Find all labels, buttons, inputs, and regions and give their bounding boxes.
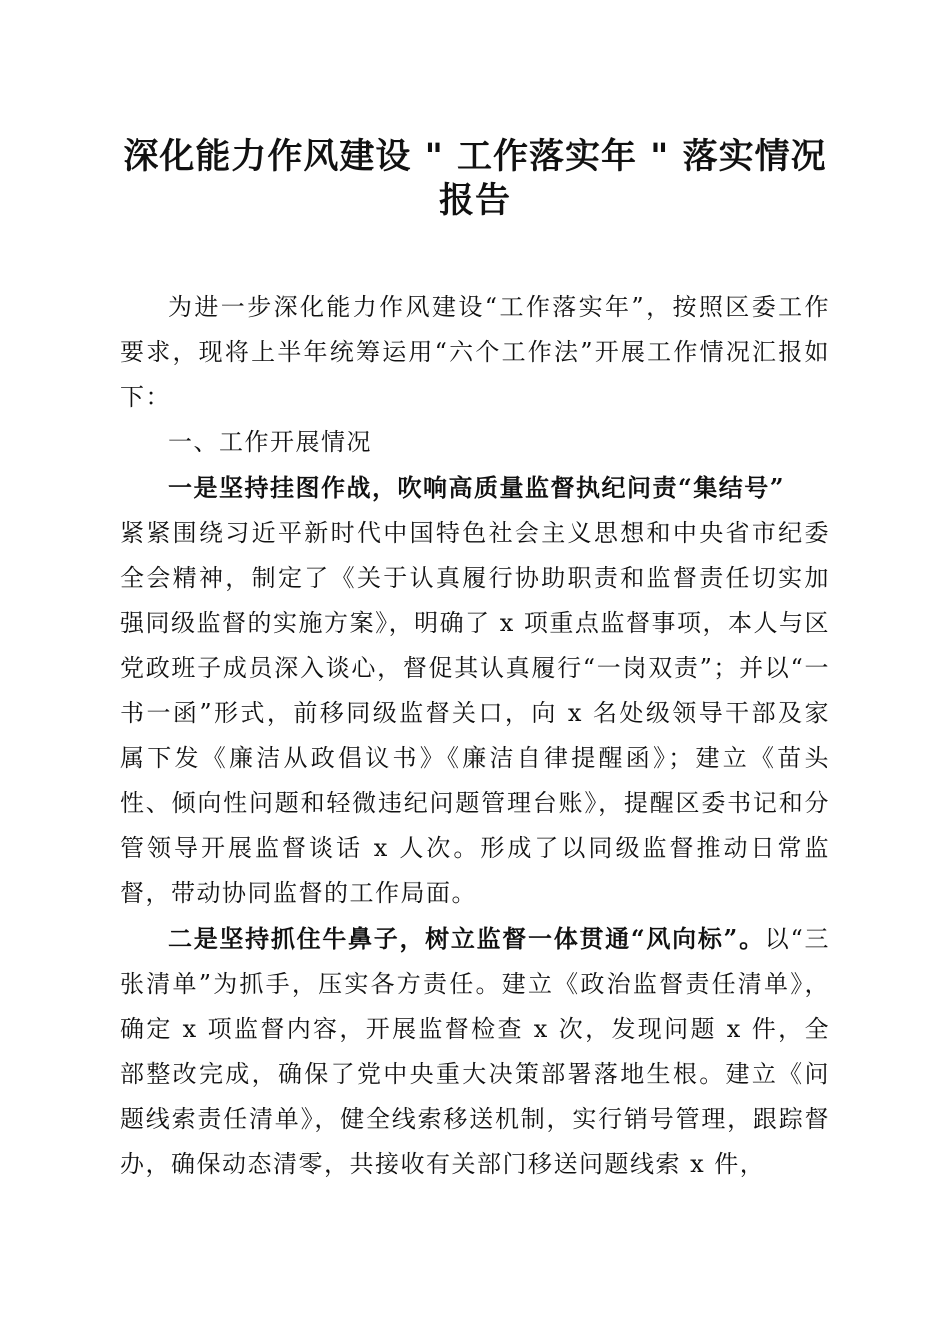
item-two-lead: 二是坚持抓住牛鼻子，树立监督一体贯通“风向标”。 — [168, 924, 765, 953]
item-two-paragraph — [120, 916, 830, 1187]
item-one-paragraph — [120, 465, 830, 916]
intro-paragraph: 为进一步深化能力作风建设“工作落实年”，按照区委工作要求，现将上半年统筹运用“六个工作法”开展工作情况汇报如下： — [120, 293, 830, 411]
section-heading: 一、工作开展情况 — [168, 428, 372, 456]
item-one-lead: 一是坚持挂图作战，吹响高质量监督执纪问责“集结号” — [168, 473, 786, 502]
item-two-body: 以“三张清单”为抓手，压实各方责任。建立《政治监督责任清单》，确定 x 项监督内容，开展监督检查 x 次，发现问题 x 件，全部整改完成，确保了党中央重大决策部署落地生根。建立《问题线索责任清单》，健全线索移送机制，实行销号管理，跟踪督办，确保动态清零，共接收有关部门移送问题线索 x 件， — [120, 925, 830, 1178]
document-page — [120, 135, 830, 1187]
item-one-body: 紧紧围绕习近平新时代中国特色社会主义思想和中央省市纪委全会精神，制定了《关于认真履行协助职责和监督责任切实加强同级监督的实施方案》，明确了 x 项重点监督事项，本人与区党政班子成员深入谈心，督促其认真履行“一岗双责”；并以“一书一函”形式，前移同级监督关口，向 x 名处级领导干部及家属下发《廉洁从政倡议书》《廉洁自律提醒函》；建立《苗头性、倾向性问题和轻微违纪问题管理台账》，提醒区委书记和分管领导开展监督谈话 x 人次。形成了以同级监督推动日常监督，带动协同监督的工作局面。 — [120, 519, 830, 907]
document-title: 深化能力作风建设 " 工作落实年 " 落实情况报告 — [123, 136, 827, 221]
